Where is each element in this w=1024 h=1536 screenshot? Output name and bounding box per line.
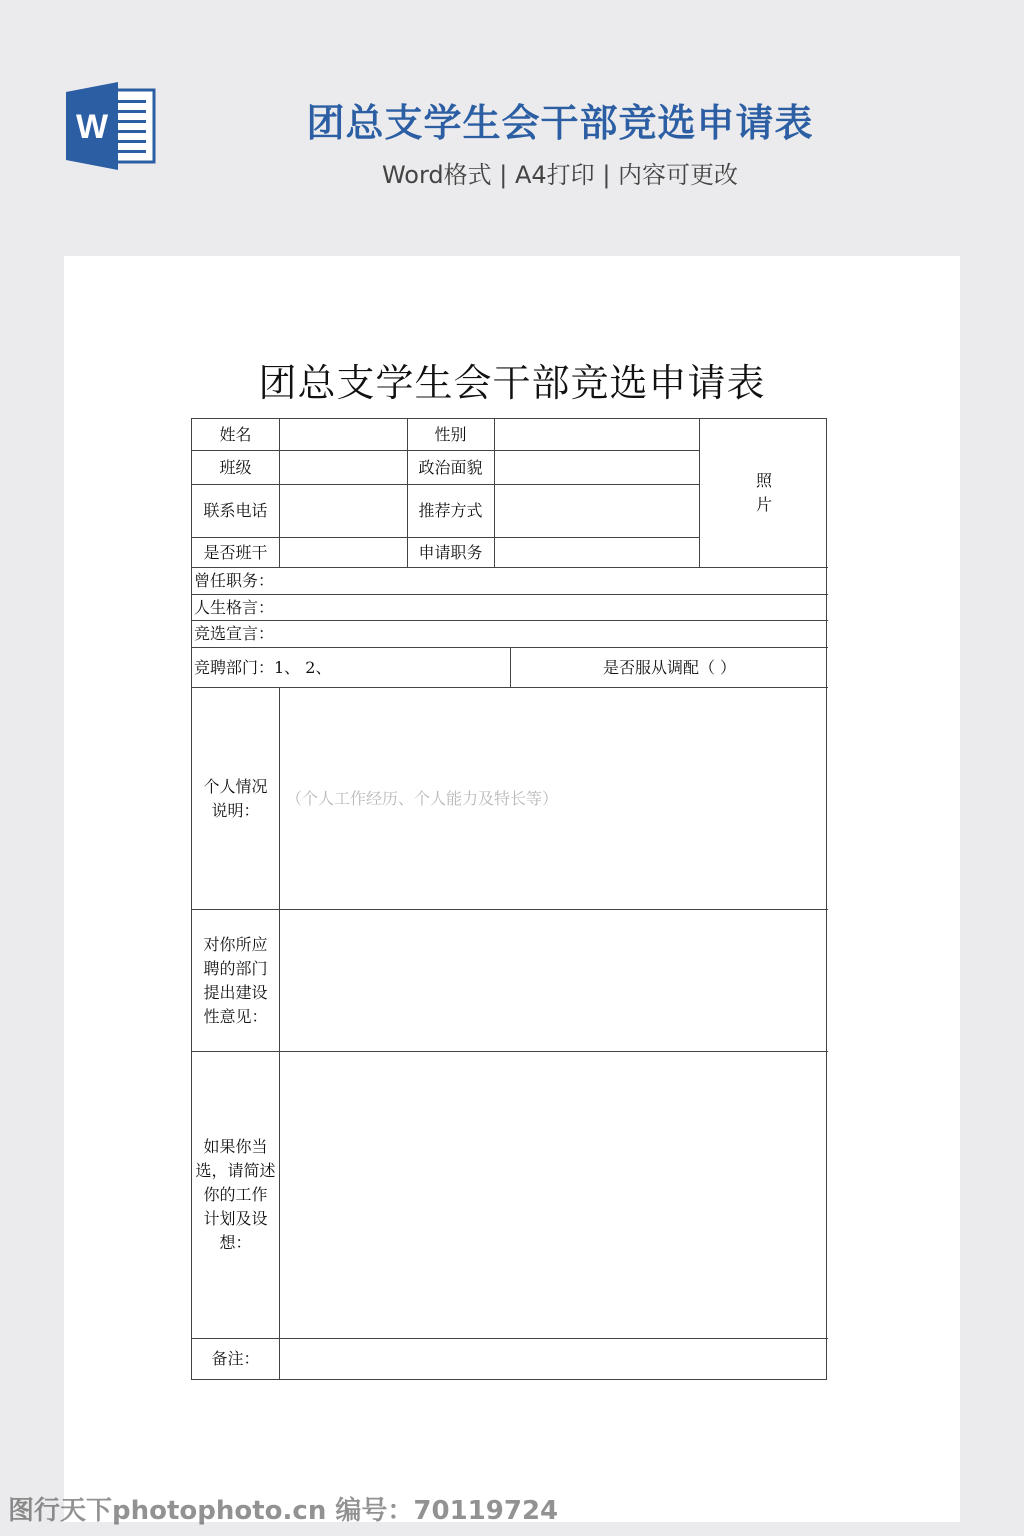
election-declaration-field[interactable]: 竞选宣言： [194,624,275,643]
label-recommend-method: 推荐方式 [418,501,483,520]
label-phone: 联系电话 [203,501,268,520]
suggestions-textarea[interactable] [280,910,828,1051]
label-personal-info: 个人情况 说明： [203,776,268,820]
document-title: 团总支学生会干部竞选申请表 [258,361,766,405]
name-input-cell[interactable] [280,419,407,450]
label-political-status: 政治面貌 [418,457,483,477]
label-apply-position: 申请职务 [418,542,483,562]
photo-cell: 照 片 [755,471,772,514]
label-name: 姓名 [219,424,252,444]
document-page [64,256,960,1522]
work-plan-textarea[interactable] [280,1052,828,1338]
is-class-cadre-input-cell[interactable] [280,538,407,567]
word-icon-letter: W [75,108,109,146]
watermark-text: 图行天下photophoto.cn 编号：70119724 [8,1496,559,1526]
personal-info-textarea[interactable]: （个人工作经历、个人能力及特长等） [286,788,559,808]
label-gender: 性别 [434,424,467,444]
header-title: 团总支学生会干部竞选申请表 [306,101,814,145]
gender-input-cell[interactable] [495,419,699,450]
apply-position-input-cell[interactable] [495,538,699,567]
life-motto-field[interactable]: 人生格言： [194,597,275,617]
label-is-class-cadre: 是否班干 [203,542,268,562]
label-suggestions: 对你所应 聘的部门 提出建设 性意见： [203,934,268,1026]
label-class: 班级 [219,457,252,477]
label-work-plan: 如果你当 选，请简述 你的工作 计划及设 想： [195,1137,276,1252]
label-remarks: 备注： [211,1349,260,1368]
application-form-table [191,418,827,1380]
past-positions-field[interactable]: 曾任职务： [194,571,275,590]
word-document-icon [66,82,156,170]
header-subtitle: Word格式 | A4打印 | 内容可更改 [381,161,739,189]
class-input-cell[interactable] [280,451,407,484]
phone-input-cell[interactable] [280,485,407,537]
obey-assignment-field[interactable]: 是否服从调配（ ） [602,657,737,677]
recommend-method-input-cell[interactable] [495,485,699,537]
department-choice-field[interactable]: 竞聘部门：1、 2、 [194,657,332,677]
remarks-input-cell[interactable] [280,1339,828,1379]
political-status-input-cell[interactable] [495,451,699,484]
